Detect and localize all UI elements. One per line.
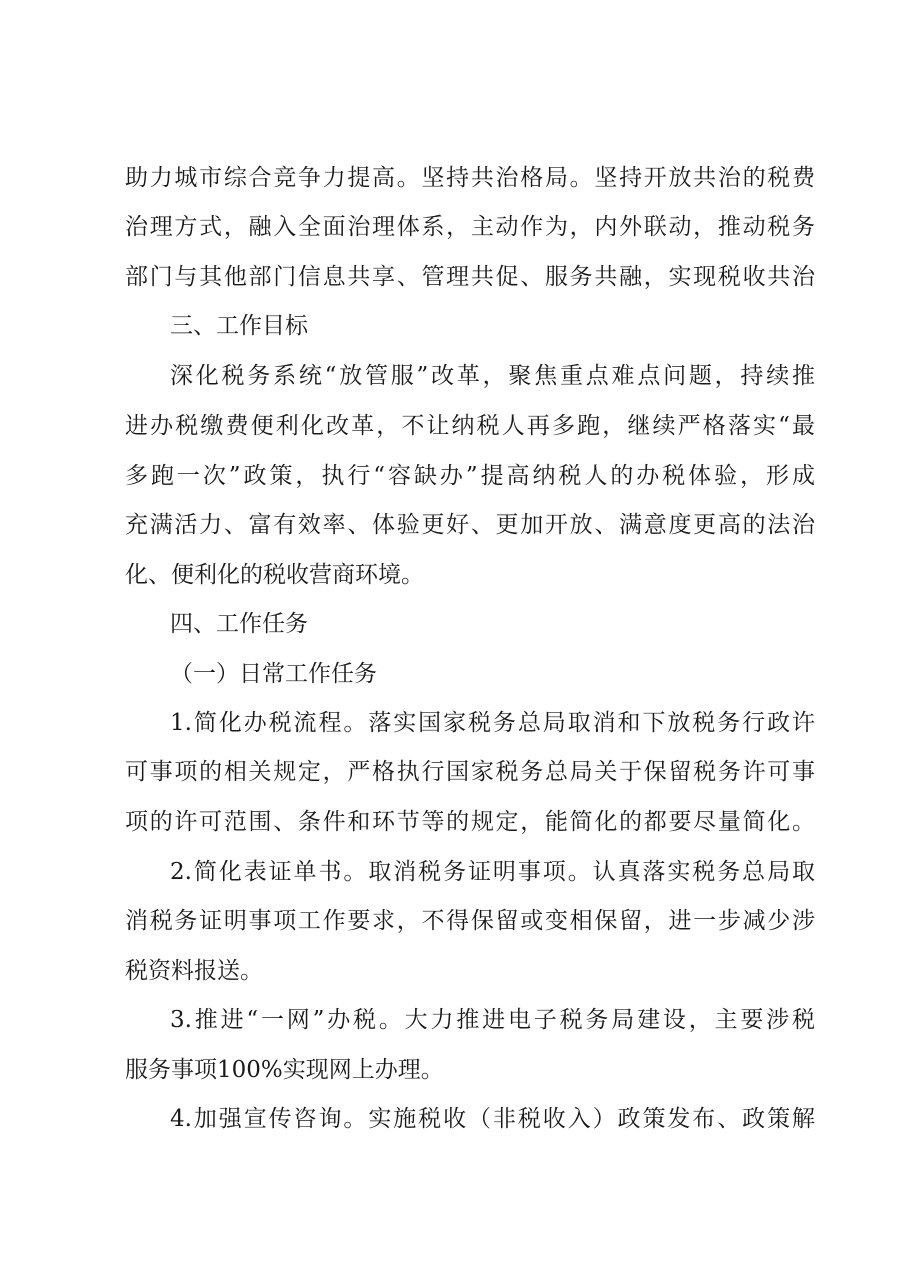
paragraph-goal-line-4: 充满活力、富有效率、体验更好、更加开放、满意度更高的法治 <box>125 512 815 538</box>
section-heading-goals: 三、工作目标 <box>170 313 308 339</box>
paragraph-intro-line-1: 助力城市综合竞争力提高。坚持共治格局。坚持开放共治的税费 <box>125 165 815 191</box>
paragraph-goal-line-5: 化、便利化的税收营商环境。 <box>125 562 424 588</box>
paragraph-intro-line-3: 部门与其他部门信息共享、管理共促、服务共融，实现税收共治 <box>125 264 815 290</box>
paragraph-task2-line-1: 2.简化表证单书。取消税务证明事项。认真落实税务总局取 <box>170 859 815 885</box>
paragraph-task2-line-2: 消税务证明事项工作要求，不得保留或变相保留，进一步减少涉 <box>125 908 815 934</box>
paragraph-task1-line-1: 1.简化办税流程。落实国家税务总局取消和下放税务行政许 <box>170 710 815 736</box>
paragraph-task3-line-2: 服务事项100%实现网上办理。 <box>125 1057 444 1083</box>
paragraph-task1-line-2: 可事项的相关规定，严格执行国家税务总局关于保留税务许可事 <box>125 759 815 785</box>
paragraph-goal-line-3: 多跑一次”政策，执行“容缺办”提高纳税人的办税体验，形成 <box>125 463 815 489</box>
subsection-heading-daily-tasks: （一）日常工作任务 <box>170 661 377 687</box>
paragraph-task1-line-3: 项的许可范围、条件和环节等的规定，能简化的都要尽量简化。 <box>125 809 815 835</box>
paragraph-goal-line-1: 深化税务系统“放管服”改革，聚焦重点难点问题，持续推 <box>170 363 815 389</box>
paragraph-task2-line-3: 税资料报送。 <box>125 958 263 984</box>
paragraph-task4-line-1: 4.加强宣传咨询。实施税收（非税收入）政策发布、政策解 <box>170 1106 815 1132</box>
paragraph-goal-line-2: 进办税缴费便利化改革，不让纳税人再多跑，继续严格落实“最 <box>125 413 815 439</box>
paragraph-intro-line-2: 治理方式，融入全面治理体系，主动作为，内外联动，推动税务 <box>125 214 815 240</box>
paragraph-task3-line-1: 3.推进“一网”办税。大力推进电子税务局建设，主要涉税 <box>170 1007 815 1033</box>
section-heading-tasks: 四、工作任务 <box>170 611 308 637</box>
